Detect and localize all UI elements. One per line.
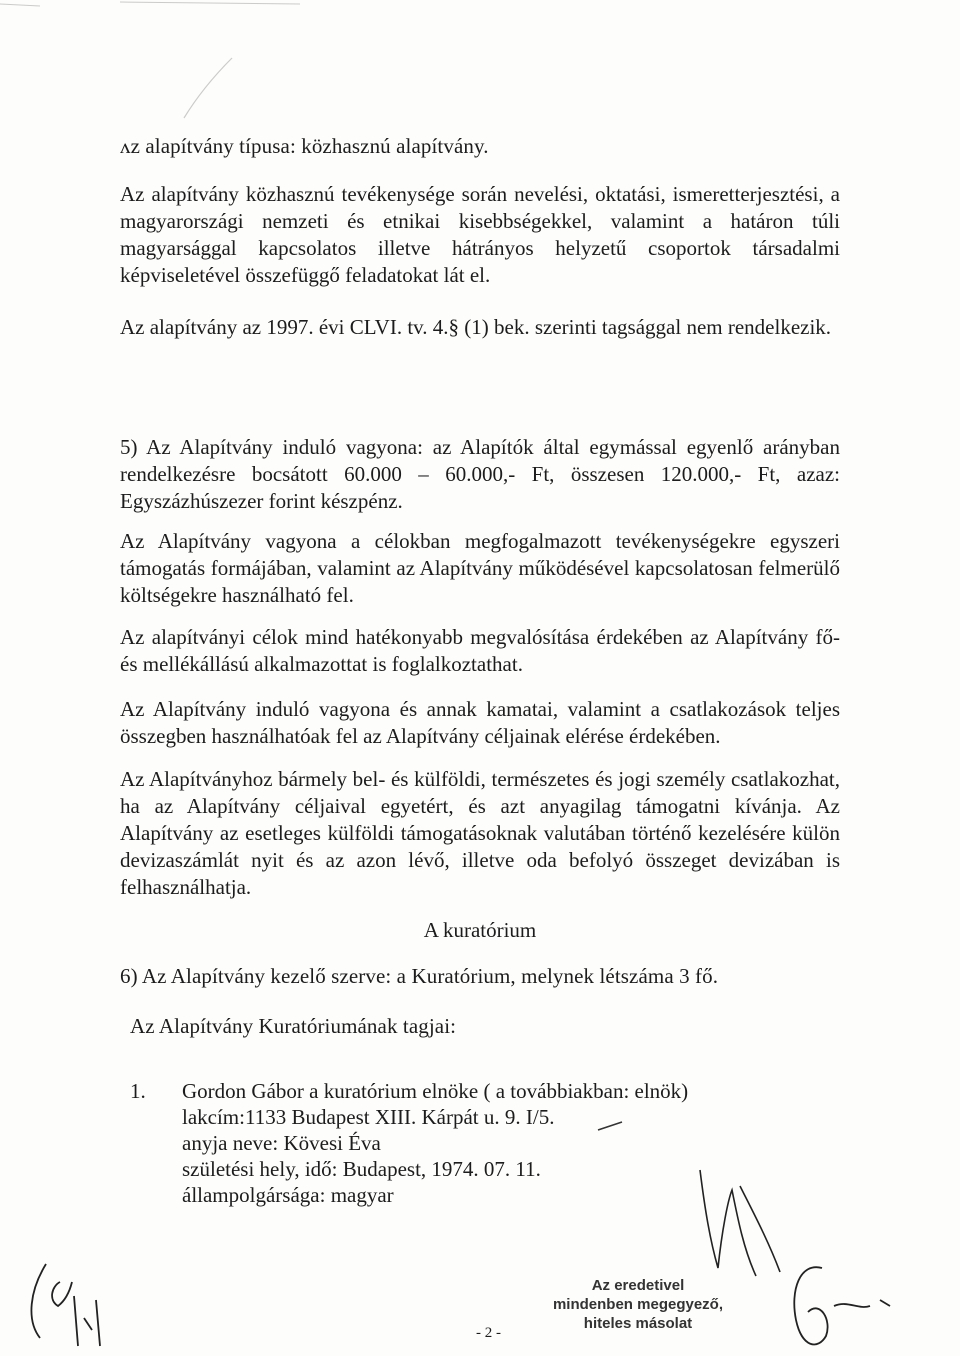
stamp-line-2: mindenben megegyező,	[552, 1296, 724, 1313]
paragraph-membership: Az alapítvány az 1997. évi CLVI. tv. 4.§ (1) bek. szerinti tagsággal nem rendelkezik.	[120, 315, 832, 339]
stamp-line-3: hiteles másolat	[583, 1315, 693, 1332]
signature-middle	[700, 1170, 780, 1276]
paragraph-public-benefit-activities: Az alapítvány közhasznú tevékenysége során nevelési, oktatási, ismeretterjesztési, a magyarországi nemzeti és etnikai kisebbségekkel, valamint a határon túli magyarsággal kapcsolatos illetve hátrányos helyzetű csoportok társadalmi képviseletével összefüggő feladatokat lát el.	[120, 182, 840, 287]
paragraph-employees: Az alapítványi célok mind hatékonyabb megvalósítása érdekében az Alapítvány fő- és mellékállású alkalmazottat is foglalkoztathat.	[120, 625, 840, 676]
member-birth: születési hely, idő: Budapest, 1974. 07. 11.	[182, 1157, 541, 1181]
member-name-line: Gordon Gábor a kuratórium elnöke ( a továbbiakban: elnök)	[182, 1079, 689, 1103]
signature-initials-left	[31, 1264, 100, 1346]
members-intro: Az Alapítvány Kuratóriumának tagjai:	[130, 1014, 457, 1038]
signature-right	[794, 1267, 890, 1344]
paragraph-asset-usage: Az Alapítvány vagyona a célokban megfogalmazott tevékenységekre egyszeri támogatás formájában, valamint az Alapítvány működésével kapcsolatosan felmerülő költségekre használható fel.	[120, 529, 840, 607]
paragraph-initial-assets: 5) Az Alapítvány induló vagyona: az Alapítók által egymással egyenlő arányban rendelkezésre bocsátott 60.000 – 60.000,- Ft, összesen 120.000,- Ft, azaz: Egyszázhúszezer forint készpénz.	[120, 435, 840, 513]
member-citizenship: állampolgársága: magyar	[182, 1183, 394, 1207]
paragraph-joining-members: Az Alapítványhoz bármely bel- és külföldi, természetes és jogi személy csatlakozhat, ha az Alapítvány céljaival egyetért, és azt anyagilag támogatni kívánja. Az Alapítvány az esetleges külföldi támogatásoknak valutában történő kezelésére külön devizaszámlát nyit és az azon lévő, illetve oda befolyó összeget devizában is felhasználhatja.	[120, 767, 840, 899]
section-heading-kuratorium: A kuratórium	[423, 918, 537, 942]
section-6-board: 6) Az Alapítvány kezelő szerve: a Kuratórium, melynek létszáma 3 fő.	[120, 964, 719, 988]
stamp-line-1: Az eredetivel	[591, 1277, 685, 1294]
address-tick-mark	[598, 1122, 622, 1130]
member-mother-name: anyja neve: Kövesi Éva	[182, 1131, 381, 1155]
list-number: 1.	[130, 1079, 146, 1103]
page-number: - 2 -	[476, 1325, 501, 1341]
stray-pen-line	[184, 58, 232, 118]
member-address: lakcím:1133 Budapest XIII. Kárpát u. 9. I/5.	[182, 1105, 555, 1129]
foundation-type-line: ʌz alapítvány típusa: közhasznú alapítvány.	[120, 134, 489, 158]
paragraph-joining-assets: Az Alapítvány induló vagyona és annak kamatai, valamint a csatlakozások teljes összegben használhatóak fel az Alapítvány céljainak elérése érdekében.	[120, 697, 840, 748]
